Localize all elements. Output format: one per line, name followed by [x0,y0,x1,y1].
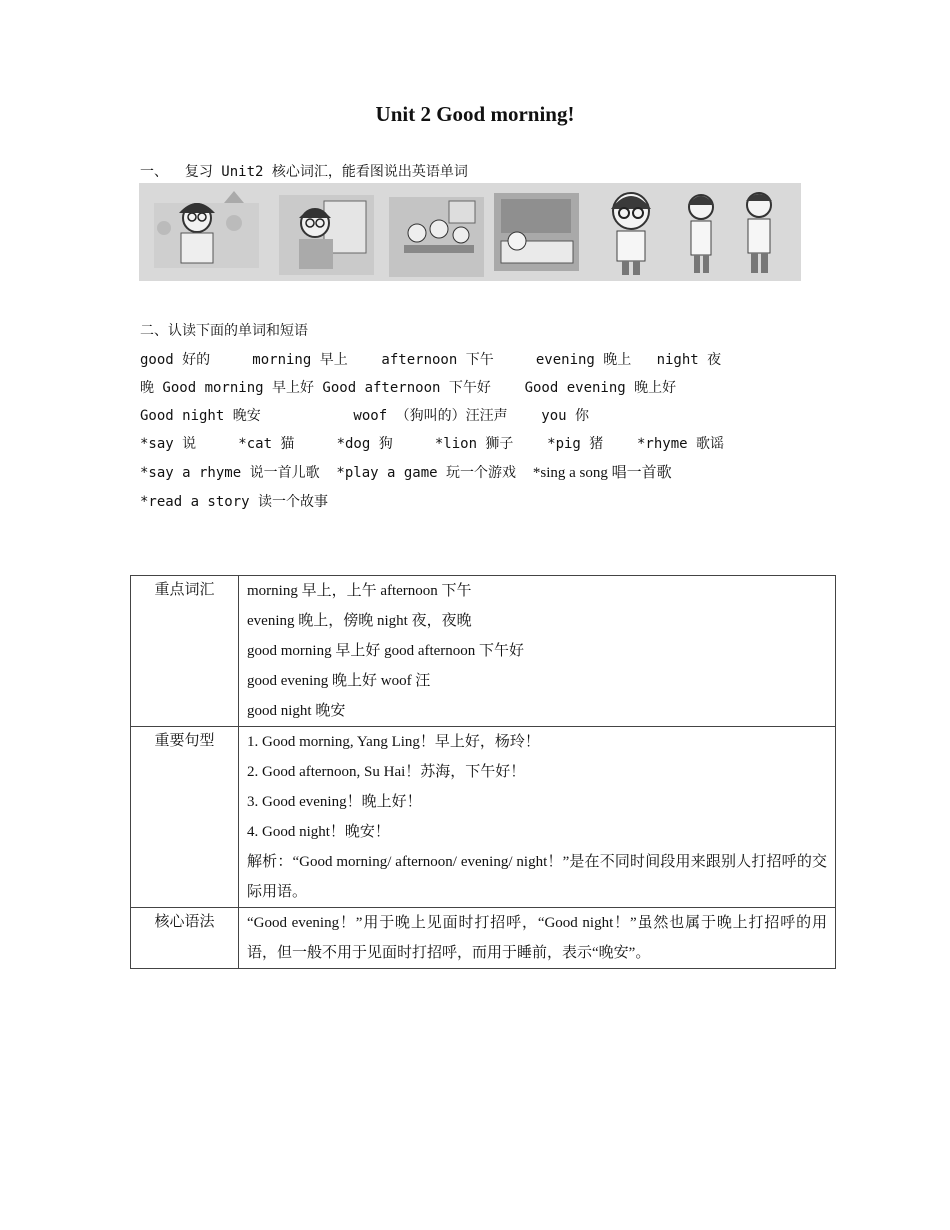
vocab-line: good 好的 morning 早上 afternoon 下午 evening 晚上 night 夜 [140,352,722,368]
grammar-label-cell: 核心语法 [131,908,239,969]
vocabulary-illustration-strip [139,183,801,281]
sentence-content-cell [239,727,836,908]
sentence-note: 解析：“Good morning/ afternoon/ evening/ night！”是在不同时间段用来跟别人打招呼的交际用语。 [247,854,827,900]
grammar-text: “Good evening！”用于晚上见面时打招呼，“Good night！”虽然也属于晚上打招呼的用语，但一般不用于见面时打招呼，而用于睡前，表示“晚安”。 [247,915,827,961]
vocab-line: *say 说 *cat 猫 *dog 狗 *lion 狮子 *pig 猪 *rhyme 歌谣 [140,436,725,452]
night-scene-illustration [494,193,579,271]
section1-heading: 一、 复习 Unit2 核心词汇，能看图说出英语单词 [140,164,468,180]
page-title: Unit 2 Good morning! [375,102,575,126]
grammar-content-cell [239,908,836,969]
vocab-line: 晚 Good morning 早上好 Good afternoon 下午好 Good evening 晚上好 [140,380,677,396]
vocab-line: *read a story 读一个故事 [140,494,329,510]
table-row [131,727,836,908]
table-line: good evening 晚上好 woof 汪 [247,673,431,689]
summary-table [130,575,836,969]
table-line: good morning 早上好 good afternoon 下午好 [247,643,525,659]
vocab-line [140,461,720,482]
table-row [131,576,836,727]
evening-scene-illustration [389,197,484,277]
sentence-label-cell: 重要句型 [131,727,239,908]
table-line: good night 晚安 [247,703,346,719]
vocab-content-cell [239,576,836,727]
table-line: 1. Good morning, Yang Ling！早上好，杨玲！ [247,734,540,750]
vocab-line: Good night 晚安 woof （狗叫的）汪汪声 you 你 [140,408,590,424]
afternoon-scene-illustration [279,195,374,275]
section2-heading: 二、认读下面的单词和短语 [140,323,308,339]
vocab-line-part: *say a rhyme 说一首儿歌 *play a game 玩一个游戏 [140,465,533,481]
table-row [131,908,836,969]
table-line: evening 晚上，傍晚 night 夜，夜晚 [247,613,472,629]
table-line: 4. Good night！晚安！ [247,824,390,840]
vocab-label-cell: 重点词汇 [131,576,239,727]
table-line: morning 早上，上午 afternoon 下午 [247,583,472,599]
vocab-line-part: *sing a song 唱一首歌 [532,465,672,481]
table-line: 2. Good afternoon, Su Hai！苏海，下午好！ [247,764,526,780]
table-line: 3. Good evening！晚上好！ [247,794,422,810]
